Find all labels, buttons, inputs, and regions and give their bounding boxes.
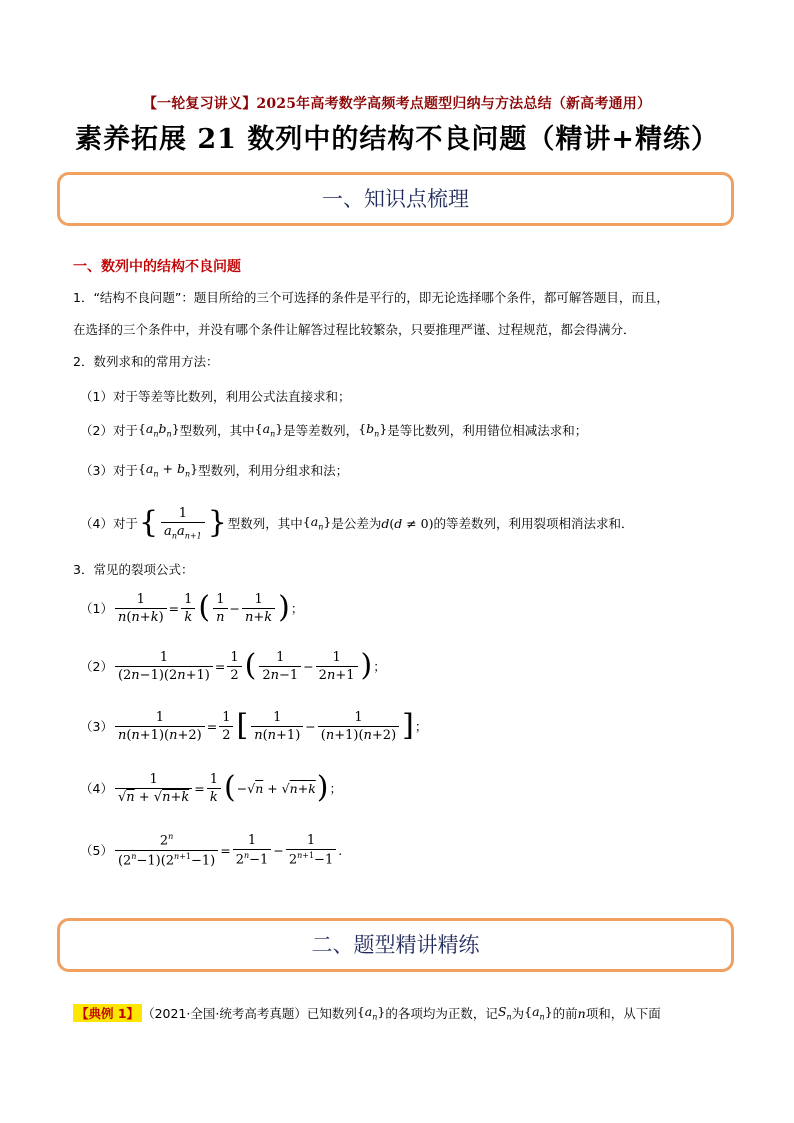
knowledge-heading: 一、数列中的结构不良问题 (73, 259, 241, 275)
math-an-2: $\{a_n\}$ (302, 514, 332, 532)
paragraph-3: 3．常见的裂项公式： (73, 562, 194, 577)
method-3: （3）对于 $\{a_n + b_n\}$ 型数列，利用分组求和法； (80, 461, 349, 479)
math-anbn: $\{a_nb_n\}$ (137, 421, 180, 439)
formula-5: （5） $\frac{2^n}{(2^n-1)(2^{n+1}-1)}$ = $\frac{1}{2^n-1}$ − $\frac{1}{2^{n+1}-1}$ . (80, 832, 343, 868)
math-an: $\{a_n\}$ (254, 421, 284, 439)
paragraph-2: 2．数列求和的常用方法： (73, 354, 219, 369)
formula-3: （3） $\frac{1}{n(n+1)(n+2)}$ = $\frac{1}{2}$ [ $\frac{1}{n(n+1)}$ − $\frac{1}{(n+1)(n+2)}$ ] ； (80, 708, 428, 743)
method-1: （1）对于等差等比数列，利用公式法直接求和； (80, 389, 351, 404)
method-4: （4）对于 { $\frac{1}{a_na_{n+1}}$ } 型数列，其中 $\{a_n\}$ 是公差为 d(d ≠ 0) 的等差数列，利用裂项相消法求和． (80, 505, 634, 541)
paragraph-1-line-2: 在选择的三个条件中，并没有哪个条件让解答过程比较繁杂，只要推理严谨、过程规范，都会得满分． (73, 322, 636, 337)
math-d-neq-0: d(d ≠ 0) (381, 515, 434, 531)
example-tag: 【典例 1】 (73, 1004, 142, 1022)
formula-2: （2） $\frac{1}{(2n-1)(2n+1)}$ = $\frac{1}{2}$ ( $\frac{1}{2n-1}$ − $\frac{1}{2n+1}$ ) ； (80, 648, 386, 683)
paragraph-1-line-1: 1．“结构不良问题”：题目所给的三个可选择的条件是平行的，即无论选择哪个条件，都可解答题目，而且， (73, 290, 669, 305)
math-an-plus-bn: $\{a_n + b_n\}$ (137, 461, 199, 479)
doc-subtitle: 【一轮复习讲义】2025年高考数学高频考点题型归纳与方法总结（新高考通用） (142, 96, 652, 112)
example-source: （2021·全国·统考高考真题） (142, 1006, 307, 1021)
formula-1: （1） $\frac{1}{n(n+k)}$ = $\frac{1}{k}$ ( $\frac{1}{n}$ − $\frac{1}{n+k}$ ) ； (80, 590, 304, 625)
math-frac-1-over-anan1: $\frac{1}{a_na_{n+1}}$ (161, 506, 205, 541)
formula-4: （4） $\frac{1}{√n + √n+k}$ = $\frac{1}{k}$ ( −√n + √n+k ) ； (80, 770, 342, 805)
math-bn: $\{b_n\}$ (358, 421, 388, 439)
section-header-examples: 二、题型精讲精练 (57, 918, 734, 972)
example-1-line: 【典例 1】 （2021·全国·统考高考真题） 已知数列 $\{a_n\}$ 的各项均为正数，记 $S_n$ 为 $\{a_n\}$ 的前 n 项和，从下面 (73, 1002, 661, 1024)
doc-title: 素养拓展 21 数列中的结构不良问题（精讲+精练） (75, 124, 719, 155)
method-2: （2）对于 $\{a_nb_n\}$ 型数列，其中 $\{a_n\}$ 是等差数列， $\{b_n\}$ 是等比数列，利用错位相减法求和； (80, 421, 588, 439)
section-header-knowledge: 一、知识点梳理 (57, 172, 734, 226)
